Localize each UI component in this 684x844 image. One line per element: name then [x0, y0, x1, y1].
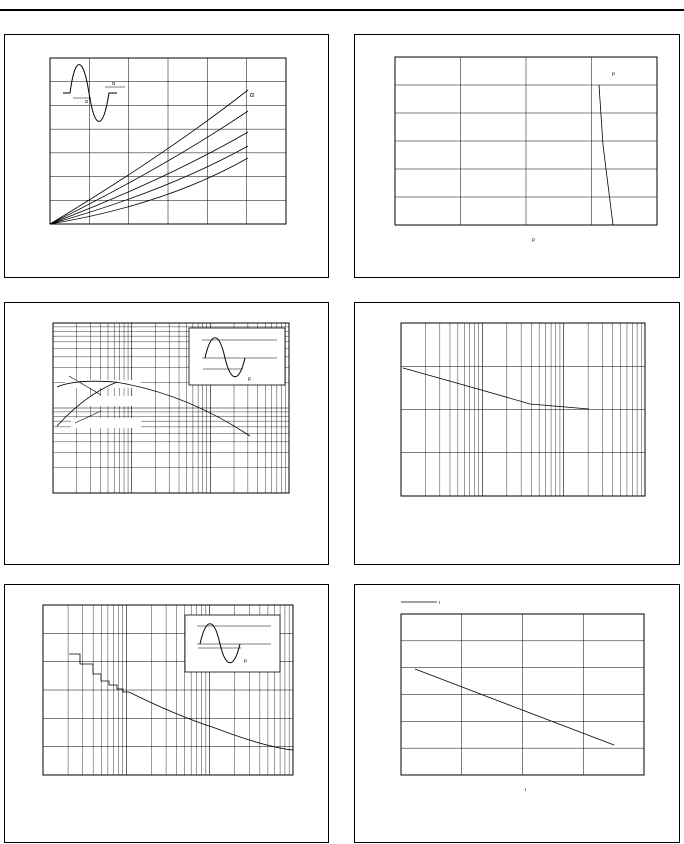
- figure-5-plot: [5, 585, 330, 844]
- figure-2-x-label: ρ: [532, 237, 535, 243]
- figure-panel-1: [4, 34, 329, 278]
- figure-5-inset-box: [185, 615, 280, 672]
- figure-2-curve-label: ρ: [612, 71, 615, 77]
- figure-panel-3: [4, 302, 329, 565]
- figure-6-curve: [415, 669, 614, 745]
- figure-6-x-label: ι: [525, 787, 527, 793]
- figure-6-plot: [355, 585, 681, 844]
- figure-1-alpha-top: α: [112, 81, 115, 87]
- figure-3-plot: [5, 303, 330, 566]
- figure-5-inset-label: ρ: [244, 658, 247, 664]
- figure-1-curve-3: [50, 132, 248, 224]
- figure-1-alpha-curve-label: α: [250, 92, 255, 99]
- figure-4-plot: [355, 303, 681, 566]
- figure-4-curve: [403, 368, 589, 409]
- figure-4-grid: [401, 323, 645, 496]
- figure-panel-4: [354, 302, 680, 565]
- figure-2-plot: [355, 35, 681, 279]
- figure-1-plot: [5, 35, 330, 279]
- figure-panel-6: [354, 584, 680, 843]
- figure-2-grid: [395, 57, 657, 225]
- figure-panel-5: [4, 584, 329, 843]
- figure-2-curve: [599, 85, 613, 225]
- figure-1-inset-waveform: [63, 65, 117, 122]
- page-header-rule: [0, 9, 684, 11]
- figure-6-legend-mark: ι: [439, 600, 441, 606]
- figure-1-curve-2: [50, 111, 248, 224]
- figure-1-curve-5: [50, 158, 248, 224]
- figure-1-grid: [50, 58, 286, 224]
- figure-1-curve-1: [50, 90, 248, 224]
- figure-6-grid: [401, 614, 644, 775]
- figure-panel-2: [354, 34, 680, 278]
- figure-3-inset-label: ρ: [248, 376, 251, 382]
- figure-3-label-box-3: [71, 418, 141, 428]
- figure-1-alpha-bottom: α: [85, 99, 88, 105]
- figure-3-label-box-2: [85, 396, 145, 406]
